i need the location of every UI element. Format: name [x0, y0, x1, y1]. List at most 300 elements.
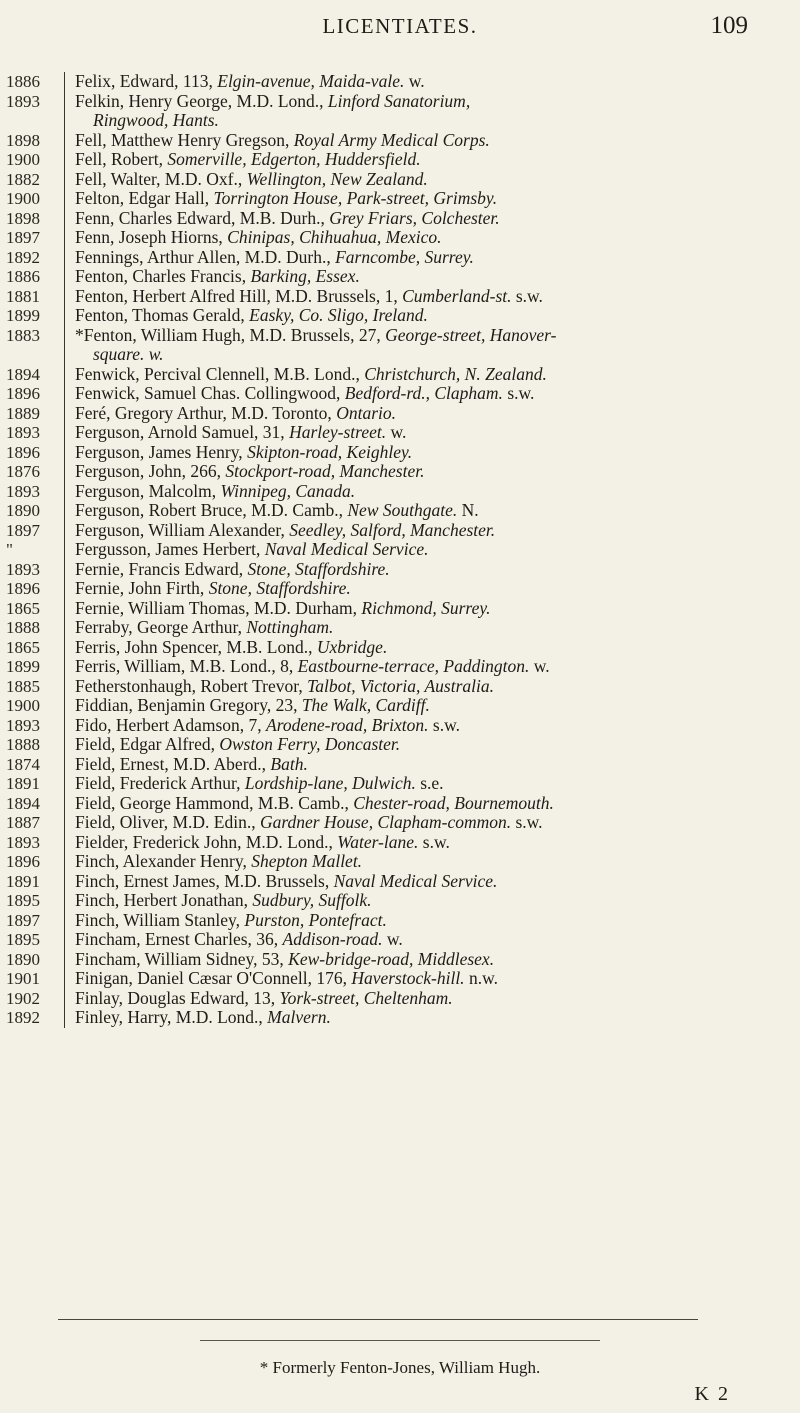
- column-rule: [64, 1008, 65, 1028]
- entry-address: Easky, Co. Sligo, Ireland.: [249, 305, 428, 325]
- entry-text: [75, 521, 775, 541]
- list-item: [0, 872, 800, 892]
- entry-year: ": [6, 540, 13, 559]
- column-rule: [64, 618, 65, 638]
- entry-name: Fielder, Frederick John, M.D. Lond.,: [75, 831, 338, 852]
- list-item: [0, 560, 800, 580]
- entry-text: [75, 248, 775, 268]
- footnote-rule: [200, 1340, 600, 1341]
- bottom-rule: [58, 1319, 698, 1320]
- column-rule: [64, 267, 65, 287]
- entry-year: 1888: [6, 618, 40, 637]
- entry-name: Fincham, Ernest Charles, 36,: [75, 929, 283, 949]
- entry-address: Purston, Pontefract.: [244, 909, 387, 930]
- column-rule: [64, 326, 65, 365]
- list-item: [0, 326, 800, 365]
- entry-address: Chester-road, Bournemouth.: [353, 792, 554, 813]
- column-rule: [64, 384, 65, 404]
- signature-mark: K 2: [694, 1383, 730, 1405]
- entry-name: Finley, Harry, M.D. Lond.,: [75, 1007, 268, 1027]
- entry-text: [75, 735, 775, 755]
- entry-year: 1900: [6, 150, 40, 169]
- list-item: [0, 462, 800, 482]
- column-rule: [64, 833, 65, 853]
- entry-district: w.: [529, 656, 550, 676]
- entry-name: Fenton, Thomas Gerald,: [75, 305, 250, 325]
- entry-name: Finlay, Douglas Edward, 13,: [75, 987, 280, 1008]
- entry-name: Fell, Matthew Henry Gregson,: [75, 129, 294, 150]
- entry-address: Christchurch, N. Zealand.: [364, 363, 547, 384]
- entry-address: Bedford-rd., Clapham.: [344, 383, 503, 403]
- entry-year: 1876: [6, 462, 40, 481]
- entry-address: Bath.: [270, 753, 308, 774]
- entry-text: [75, 950, 775, 970]
- entry-address: Stockport-road, Manchester.: [225, 461, 425, 481]
- list-item: [0, 365, 800, 385]
- entry-address: Seedley, Salford, Manchester.: [289, 519, 496, 540]
- entry-year: 1894: [6, 793, 40, 813]
- entry-year: 1890: [6, 501, 40, 520]
- entry-name: *Fenton, William Hugh, M.D. Brussels, 27,: [75, 324, 386, 345]
- list-item: [0, 384, 800, 404]
- entry-text: [75, 267, 775, 287]
- list-item: [0, 833, 800, 853]
- column-rule: [64, 599, 65, 619]
- entry-district: w.: [382, 929, 403, 949]
- page-header: [0, 14, 800, 46]
- entry-text: [75, 228, 775, 248]
- entry-name: Fenton, Herbert Alfred Hill, M.D. Brussels, 1,: [75, 285, 403, 306]
- entry-year: 1893: [6, 91, 40, 111]
- list-item: [0, 72, 800, 92]
- list-item: [0, 813, 800, 833]
- entry-year: 1890: [6, 949, 40, 969]
- list-item: [0, 540, 800, 560]
- list-item: [0, 969, 800, 989]
- entry-year: 1883: [6, 325, 40, 345]
- entry-name: Fenn, Charles Edward, M.B. Durh.,: [75, 207, 330, 228]
- entry-text: [75, 1008, 775, 1028]
- entry-name: Fennings, Arthur Allen, M.D. Durh.,: [75, 246, 336, 267]
- entry-address: Skipton-road, Keighley.: [247, 441, 413, 462]
- entry-text: [75, 560, 775, 580]
- entry-name: Felton, Edgar Hall,: [75, 188, 214, 208]
- entry-year: 1895: [6, 930, 40, 949]
- list-item: [0, 657, 800, 677]
- entry-address: Sudbury, Suffolk.: [252, 890, 372, 910]
- entry-address: George-street, Hanover-: [385, 324, 557, 345]
- entry-text: [75, 891, 775, 911]
- list-item: [0, 677, 800, 697]
- entry-text: [75, 540, 775, 560]
- entry-text: [75, 170, 775, 190]
- list-item: [0, 911, 800, 931]
- list-item: [0, 696, 800, 716]
- column-rule: [64, 755, 65, 775]
- entry-address: Gardner House, Clapham-common.: [259, 812, 512, 832]
- entry-text: [75, 209, 775, 229]
- entry-text: [75, 969, 775, 989]
- entry-year: 1893: [6, 423, 40, 442]
- column-rule: [64, 852, 65, 872]
- column-rule: [64, 560, 65, 580]
- entry-name: Finch, Herbert Jonathan,: [75, 890, 253, 910]
- entry-year: 1893: [6, 832, 40, 852]
- entry-text: [75, 579, 775, 599]
- list-item: [0, 267, 800, 287]
- column-rule: [64, 716, 65, 736]
- entry-text: [75, 813, 775, 833]
- entry-year: 1898: [6, 130, 40, 150]
- entry-name: Fenton, Charles Francis,: [75, 266, 251, 286]
- footnote: * Formerly Fenton-Jones, William Hugh.: [259, 1358, 541, 1377]
- entry-year: 1865: [6, 598, 40, 618]
- entry-address: Farncombe, Surrey.: [335, 246, 474, 267]
- entry-text: [75, 443, 775, 463]
- column-rule: [64, 813, 65, 833]
- entry-address: Chinipas, Chihuahua, Mexico.: [227, 227, 442, 247]
- page-number: 109: [710, 12, 748, 39]
- entry-address: Talbot, Victoria, Australia.: [307, 675, 495, 696]
- column-rule: [64, 287, 65, 307]
- column-rule: [64, 228, 65, 248]
- entry-address: Water-lane.: [337, 831, 419, 852]
- entry-name: Finigan, Daniel Cæsar O'Connell, 176,: [75, 968, 352, 988]
- entry-address: Uxbridge.: [316, 636, 388, 657]
- entry-year: 1896: [6, 579, 40, 598]
- list-item: [0, 852, 800, 872]
- entry-address: York-street, Cheltenham.: [279, 987, 453, 1008]
- entry-year: 1892: [6, 247, 40, 267]
- column-rule: [64, 189, 65, 209]
- entry-name: Ferguson, Robert Bruce, M.D. Camb.,: [75, 500, 348, 520]
- entry-address: Linford Sanatorium,: [327, 90, 471, 111]
- entry-year: 1892: [6, 1008, 40, 1027]
- entry-name: Ferris, William, M.B. Lond., 8,: [75, 656, 298, 676]
- column-rule: [64, 774, 65, 794]
- entry-year: 1894: [6, 364, 40, 384]
- entry-name: Fenn, Joseph Hiorns,: [75, 227, 228, 247]
- column-rule: [64, 462, 65, 482]
- column-rule: [64, 482, 65, 502]
- entry-name: Fiddian, Benjamin Gregory, 23,: [75, 695, 302, 715]
- entry-year: 1897: [6, 520, 40, 540]
- column-rule: [64, 677, 65, 697]
- entry-name: Finch, Alexander Henry,: [75, 851, 252, 871]
- entry-name: Fenwick, Samuel Chas. Collingwood,: [75, 383, 345, 403]
- entry-district: s.e.: [415, 773, 444, 793]
- entry-year: 1899: [6, 657, 40, 676]
- column-rule: [64, 423, 65, 443]
- entry-text: [75, 852, 775, 872]
- entry-address: Shepton Mallet.: [251, 851, 363, 871]
- entry-text: [75, 131, 775, 151]
- entry-year: 1891: [6, 871, 40, 891]
- entry-year: 1874: [6, 754, 40, 774]
- entry-name: Fergusson, James Herbert,: [75, 539, 265, 559]
- column-rule: [64, 696, 65, 716]
- entry-text: [75, 482, 775, 502]
- list-item: [0, 950, 800, 970]
- column-rule: [64, 521, 65, 541]
- entry-text: [75, 930, 775, 950]
- list-item: [0, 501, 800, 521]
- entry-year: 1897: [6, 228, 40, 247]
- list-item: [0, 131, 800, 151]
- list-item: [0, 774, 800, 794]
- entry-name: Fell, Robert,: [75, 149, 168, 169]
- list-item: [0, 930, 800, 950]
- list-item: [0, 891, 800, 911]
- list-item: [0, 189, 800, 209]
- column-rule: [64, 209, 65, 229]
- entry-district: w.: [386, 422, 407, 442]
- column-rule: [64, 443, 65, 463]
- entry-text: [75, 794, 775, 814]
- entry-text: [75, 657, 775, 677]
- entry-continuation: square. w.: [93, 344, 164, 364]
- entry-year: 1882: [6, 169, 40, 189]
- entry-text: [75, 384, 775, 404]
- column-rule: [64, 150, 65, 170]
- list-item: [0, 150, 800, 170]
- entry-name: Fernie, William Thomas, M.D. Durham,: [75, 597, 362, 618]
- list-item: [0, 287, 800, 307]
- list-item: [0, 755, 800, 775]
- entry-name: Felix, Edward, 113,: [75, 71, 218, 91]
- entry-district: N.: [457, 500, 479, 520]
- entry-name: Field, Edgar Alfred,: [75, 734, 220, 754]
- column-rule: [64, 92, 65, 131]
- entry-year: 1898: [6, 208, 40, 228]
- list-item: [0, 579, 800, 599]
- entry-district: s.w.: [418, 831, 450, 852]
- list-item: [0, 423, 800, 443]
- list-item: [0, 209, 800, 229]
- entry-address: Torrington House, Park-street, Grimsby.: [213, 188, 498, 208]
- entry-continuation: Ringwood, Hants.: [93, 110, 219, 130]
- entry-district: s.w.: [511, 812, 543, 832]
- entry-text: [75, 72, 775, 92]
- column-rule: [64, 501, 65, 521]
- entry-name: Finch, Ernest James, M.D. Brussels,: [75, 870, 334, 891]
- entry-address: Kew-bridge-road, Middlesex.: [288, 948, 495, 969]
- column-rule: [64, 911, 65, 931]
- entry-name: Fell, Walter, M.D. Oxf.,: [75, 168, 247, 189]
- column-rule: [64, 579, 65, 599]
- entry-address: Harley-street.: [289, 422, 387, 442]
- entry-text: [75, 501, 775, 521]
- entry-name: Fetherstonhaugh, Robert Trevor,: [75, 675, 308, 696]
- column-rule: [64, 365, 65, 385]
- entry-list: [0, 72, 800, 1028]
- list-item: [0, 521, 800, 541]
- column-rule: [64, 969, 65, 989]
- entry-address: Stone, Staffordshire.: [208, 578, 351, 598]
- entry-text: [75, 911, 775, 931]
- entry-text: [75, 462, 775, 482]
- entry-year: 1895: [6, 891, 40, 910]
- entry-year: 1886: [6, 72, 40, 91]
- column-rule: [64, 891, 65, 911]
- entry-name: Ferguson, John, 266,: [75, 461, 226, 481]
- column-rule: [64, 170, 65, 190]
- list-item: [0, 1008, 800, 1028]
- entry-name: Field, George Hammond, M.B. Camb.,: [75, 792, 354, 813]
- entry-year: 1893: [6, 715, 40, 735]
- entry-text: [75, 326, 775, 365]
- column-rule: [64, 131, 65, 151]
- entry-address: Eastbourne-terrace, Paddington.: [297, 656, 530, 676]
- entry-year: 1865: [6, 637, 40, 657]
- entry-year: 1881: [6, 286, 40, 306]
- entry-year: 1896: [6, 852, 40, 871]
- entry-name: Finch, William Stanley,: [75, 909, 245, 930]
- entry-name: Ferguson, James Henry,: [75, 441, 248, 462]
- entry-year: 1902: [6, 988, 40, 1008]
- entry-text: [75, 989, 775, 1009]
- list-item: [0, 92, 800, 131]
- list-item: [0, 170, 800, 190]
- entry-text: [75, 306, 775, 326]
- entry-address: The Walk, Cardiff.: [301, 695, 430, 715]
- entry-address: Wellington, New Zealand.: [246, 168, 428, 189]
- list-item: [0, 404, 800, 424]
- column-rule: [64, 657, 65, 677]
- entry-text: [75, 599, 775, 619]
- column-rule: [64, 794, 65, 814]
- column-rule: [64, 638, 65, 658]
- entry-address: Grey Friars, Colchester.: [329, 207, 500, 228]
- entry-text: [75, 287, 775, 307]
- list-item: [0, 735, 800, 755]
- entry-year: 1900: [6, 696, 40, 715]
- entry-address: Ontario.: [336, 402, 396, 423]
- entry-district: s.w.: [502, 383, 535, 403]
- column-rule: [64, 989, 65, 1009]
- entry-text: [75, 716, 775, 736]
- list-item: [0, 599, 800, 619]
- entry-address: Winnipeg, Canada.: [220, 480, 356, 501]
- entry-year: 1899: [6, 306, 40, 325]
- entry-year: 1893: [6, 481, 40, 501]
- list-item: [0, 618, 800, 638]
- entry-text: [75, 150, 775, 170]
- column-rule: [64, 306, 65, 326]
- column-rule: [64, 872, 65, 892]
- entry-year: 1893: [6, 559, 40, 579]
- entry-name: Field, Frederick Arthur,: [75, 773, 245, 793]
- column-rule: [64, 930, 65, 950]
- entry-name: Fernie, John Firth,: [75, 578, 209, 598]
- entry-name: Field, Oliver, M.D. Edin.,: [75, 812, 260, 832]
- list-item: [0, 716, 800, 736]
- entry-district: n.w.: [464, 968, 498, 988]
- entry-text: [75, 365, 775, 385]
- entry-year: 1897: [6, 910, 40, 930]
- entry-year: 1888: [6, 735, 40, 754]
- list-item: [0, 443, 800, 463]
- column-rule: [64, 248, 65, 268]
- entry-text: [75, 92, 775, 131]
- entry-address: Somerville, Edgerton, Huddersfield.: [167, 149, 421, 169]
- list-item: [0, 228, 800, 248]
- entry-name: Field, Ernest, M.D. Aberd.,: [75, 753, 271, 774]
- entry-year: 1887: [6, 813, 40, 832]
- entry-text: [75, 618, 775, 638]
- entry-text: [75, 774, 775, 794]
- entry-text: [75, 872, 775, 892]
- entry-address: Elgin-avenue, Maida-vale.: [217, 71, 405, 91]
- entry-address: Nottingham.: [246, 617, 334, 637]
- list-item: [0, 989, 800, 1009]
- entry-name: Ferguson, William Alexander,: [75, 519, 290, 540]
- entry-text: [75, 833, 775, 853]
- entry-year: 1901: [6, 969, 40, 988]
- entry-address: Malvern.: [267, 1007, 331, 1027]
- entry-year: 1889: [6, 403, 40, 423]
- entry-address: Cumberland-st.: [402, 285, 512, 306]
- entry-name: Feré, Gregory Arthur, M.D. Toronto,: [75, 402, 337, 423]
- list-item: [0, 638, 800, 658]
- entry-name: Fincham, William Sidney, 53,: [75, 948, 289, 969]
- entry-address: New Southgate.: [347, 500, 458, 520]
- entry-year: 1886: [6, 267, 40, 286]
- entry-name: Felkin, Henry George, M.D. Lond.,: [75, 90, 328, 111]
- entry-year: 1900: [6, 189, 40, 208]
- entry-address: Royal Army Medical Corps.: [293, 129, 490, 150]
- entry-address: Haverstock-hill.: [351, 968, 465, 988]
- entry-name: Fernie, Francis Edward,: [75, 558, 248, 579]
- entry-text: [75, 677, 775, 697]
- entry-year: 1885: [6, 676, 40, 696]
- entry-address: Barking, Essex.: [250, 266, 360, 286]
- entry-name: Ferguson, Arnold Samuel, 31,: [75, 422, 290, 442]
- entry-year: 1896: [6, 384, 40, 403]
- entry-name: Ferraby, George Arthur,: [75, 617, 247, 637]
- list-item: [0, 794, 800, 814]
- entry-name: Ferguson, Malcolm,: [75, 480, 221, 501]
- list-item: [0, 482, 800, 502]
- entry-address: Richmond, Surrey.: [361, 597, 491, 618]
- column-rule: [64, 540, 65, 560]
- entry-district: s.w.: [428, 714, 460, 735]
- entry-district: w.: [404, 71, 425, 91]
- list-item: [0, 306, 800, 326]
- entry-address: Naval Medical Service.: [264, 539, 429, 559]
- entry-text: [75, 696, 775, 716]
- entry-district: s.w.: [511, 285, 543, 306]
- entry-name: Fido, Herbert Adamson, 7,: [75, 714, 267, 735]
- entry-name: Ferris, John Spencer, M.B. Lond.,: [75, 636, 317, 657]
- column-rule: [64, 735, 65, 755]
- entry-text: [75, 755, 775, 775]
- entry-text: [75, 423, 775, 443]
- entry-address: Addison-road.: [282, 929, 383, 949]
- entry-name: Fenwick, Percival Clennell, M.B. Lond.,: [75, 363, 365, 384]
- entry-address: Lordship-lane, Dulwich.: [244, 773, 416, 793]
- list-item: [0, 248, 800, 268]
- entry-address: Stone, Staffordshire.: [247, 558, 390, 579]
- entry-address: Naval Medical Service.: [333, 870, 498, 891]
- entry-year: 1896: [6, 442, 40, 462]
- running-head: LICENTIATES.: [322, 14, 478, 38]
- column-rule: [64, 404, 65, 424]
- entry-address: Owston Ferry, Doncaster.: [219, 734, 401, 754]
- column-rule: [64, 72, 65, 92]
- entry-text: [75, 189, 775, 209]
- entry-address: Arodene-road, Brixton.: [266, 714, 429, 735]
